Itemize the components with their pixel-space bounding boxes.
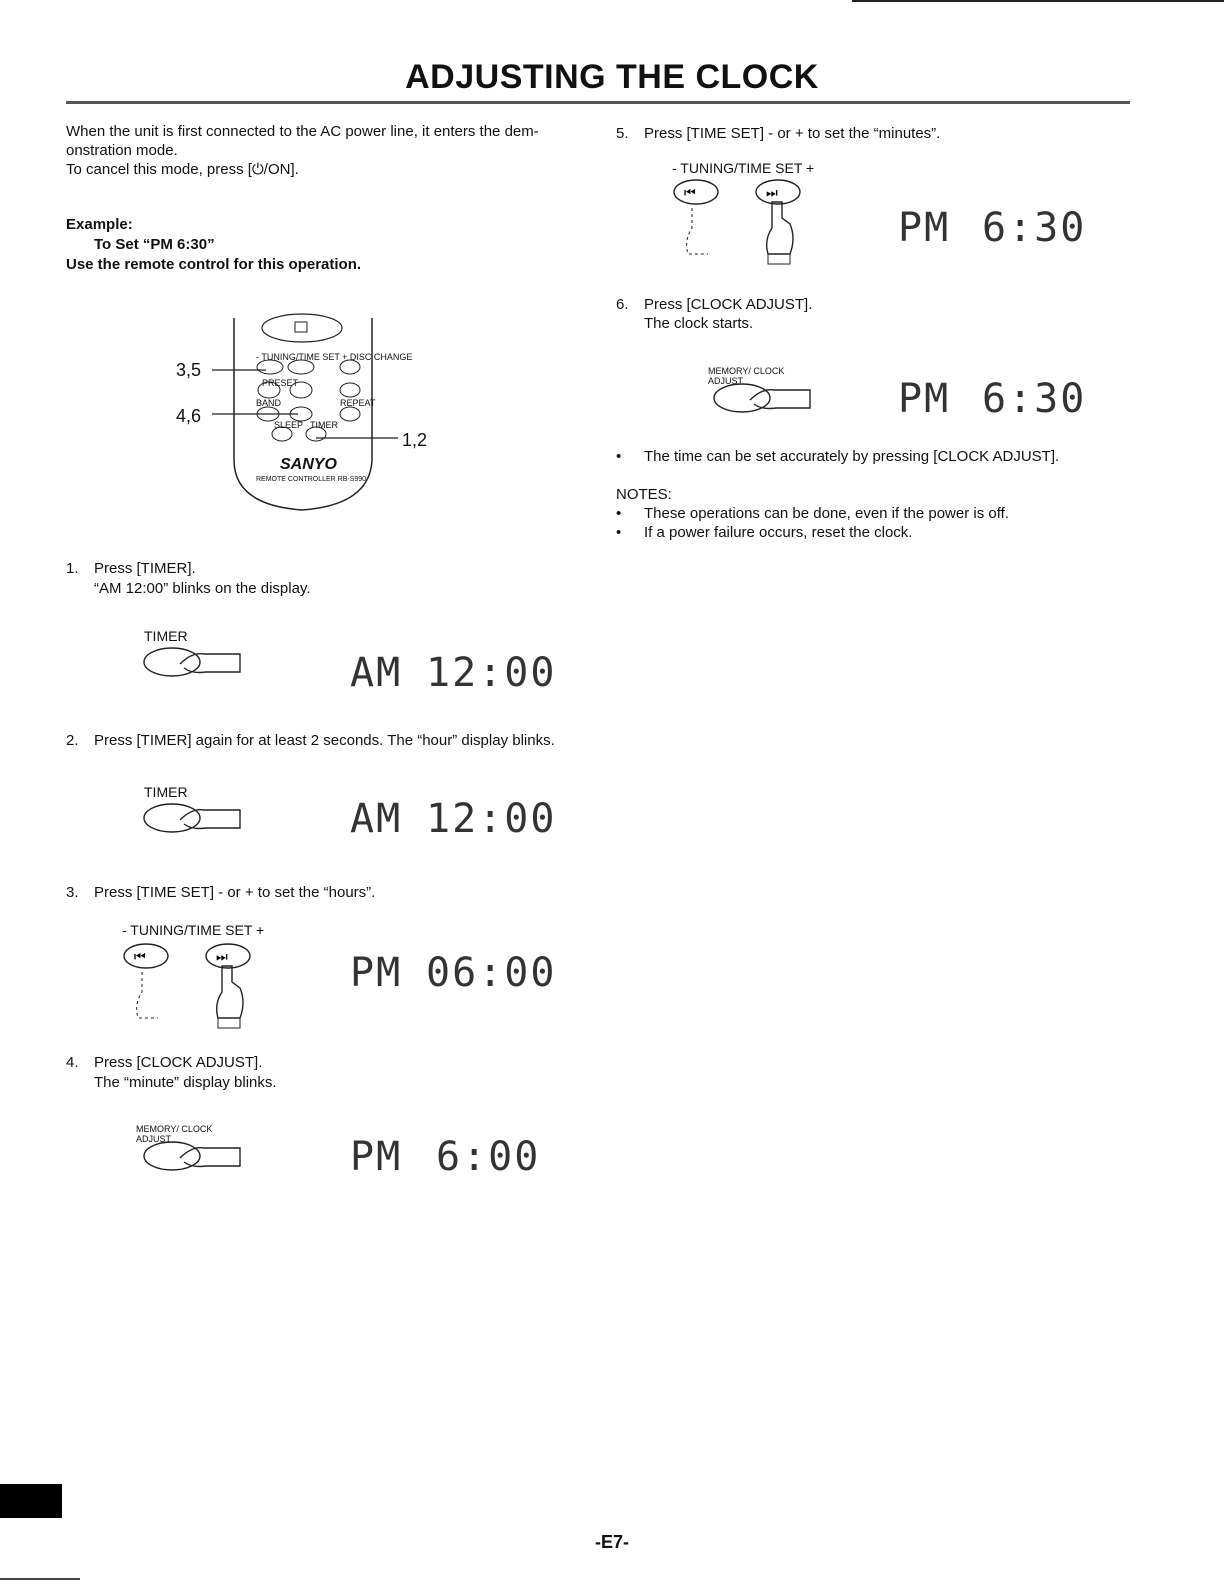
step-3-line-1: 3. Press [TIME SET] - or + to set the “hours”.	[66, 884, 376, 901]
intro-line-1: When the unit is first connected to the AC power line, it enters the dem-	[66, 123, 539, 140]
press-finger-icon	[142, 644, 252, 680]
lcd-ampm-5: PM	[898, 205, 951, 251]
lcd-ampm-4: PM	[350, 1134, 403, 1180]
press-finger-icon	[712, 380, 822, 416]
lcd-ampm-1: AM	[350, 650, 403, 696]
lcd-time-3: 06:00	[426, 950, 557, 996]
remote-label-repeat: REPEAT	[340, 398, 376, 408]
skip-buttons-icon	[118, 942, 258, 1032]
lcd-time-6: 6:30	[982, 376, 1087, 422]
bullet-dot: •	[616, 448, 622, 465]
clock-adjust-label: MEMORY/ CLOCK ADJUST	[708, 366, 785, 386]
remote-drawing	[170, 310, 440, 520]
press-finger-icon	[142, 800, 252, 836]
top-edge-line	[852, 0, 1224, 2]
skip-buttons-icon	[668, 178, 808, 268]
intro-line-3: To cancel this mode, press [⏻/ON].	[66, 161, 299, 178]
lcd-ampm-3: PM	[350, 950, 403, 996]
footer-line	[0, 1578, 80, 1580]
remote-label-tuning: - TUNING/TIME SET + DISC CHANGE	[256, 352, 413, 362]
remote-label-sleep: SLEEP	[274, 420, 304, 430]
bullet-dot: •	[616, 505, 622, 522]
page-number: -E7-	[594, 1532, 629, 1552]
callout-3-5: 3,5	[176, 360, 202, 380]
tuning-time-set-label: - TUNING/TIME SET +	[122, 922, 265, 938]
step-2-line-1: 2. Press [TIMER] again for at least 2 seconds. The “hour” display blinks.	[66, 732, 555, 749]
svg-text:⏮: ⏮	[684, 186, 696, 201]
step-6-line-2: The clock starts.	[644, 315, 754, 332]
step-number: 4.	[66, 1054, 79, 1071]
step-6-line-1: 6. Press [CLOCK ADJUST].	[616, 296, 813, 313]
svg-text:⏭: ⏭	[216, 950, 228, 965]
clock-adjust-label: MEMORY/ CLOCK ADJUST	[136, 1124, 213, 1144]
lcd-time-4: 6:00	[436, 1134, 541, 1180]
intro-line-2: onstration mode.	[66, 142, 178, 159]
step-1-line-2: “AM 12:00” blinks on the display.	[94, 580, 311, 597]
svg-text:⏭: ⏭	[766, 186, 778, 201]
step-4-line-2: The “minute” display blinks.	[94, 1074, 277, 1091]
step-number: 5.	[616, 125, 629, 142]
lcd-ampm-6: PM	[898, 376, 951, 422]
timer-button-label: TIMER	[144, 628, 188, 644]
step-number: 1.	[66, 560, 79, 577]
timer-button-label: TIMER	[144, 784, 188, 800]
bullet-dot: •	[616, 524, 622, 541]
step-1-line-1: 1. Press [TIMER].	[66, 560, 196, 577]
remote-illustration	[170, 310, 440, 520]
remote-brand-logo: SANYO	[280, 456, 337, 473]
example-line-1: To Set “PM 6:30”	[94, 236, 215, 253]
example-heading: Example:	[66, 216, 133, 233]
step-4-line-1: 4. Press [CLOCK ADJUST].	[66, 1054, 263, 1071]
note-item-1: • These operations can be done, even if the power is off.	[616, 505, 1009, 522]
lcd-ampm-2: AM	[350, 796, 403, 842]
lcd-time-2: 12:00	[426, 796, 557, 842]
title-rule	[66, 101, 1130, 104]
lcd-time-1: 12:00	[426, 650, 557, 696]
step-number: 6.	[616, 296, 629, 313]
callout-1-2: 1,2	[402, 430, 428, 450]
press-finger-icon	[142, 1138, 252, 1174]
page-title: ADJUSTING THE CLOCK	[405, 58, 819, 96]
callout-4-6: 4,6	[176, 406, 202, 426]
step-number: 2.	[66, 732, 79, 749]
tuning-time-set-label: - TUNING/TIME SET +	[672, 160, 815, 176]
remote-label-preset: PRESET	[262, 378, 299, 388]
remote-label-band: BAND	[256, 398, 282, 408]
step-number: 3.	[66, 884, 79, 901]
page-tab-marker	[0, 1484, 62, 1518]
step-5-line-1: 5. Press [TIME SET] - or + to set the “minutes”.	[616, 125, 941, 142]
svg-text:⏮: ⏮	[134, 950, 146, 965]
example-line-2: Use the remote control for this operation.	[66, 256, 362, 273]
remote-label-timer: TIMER	[310, 420, 338, 430]
lcd-time-5: 6:30	[982, 205, 1087, 251]
remote-model: REMOTE CONTROLLER RB-S990	[256, 476, 367, 483]
bullet-note: • The time can be set accurately by pressing [CLOCK ADJUST].	[616, 448, 1060, 465]
notes-heading: NOTES:	[616, 486, 672, 503]
note-item-2: • If a power failure occurs, reset the clock.	[616, 524, 913, 541]
